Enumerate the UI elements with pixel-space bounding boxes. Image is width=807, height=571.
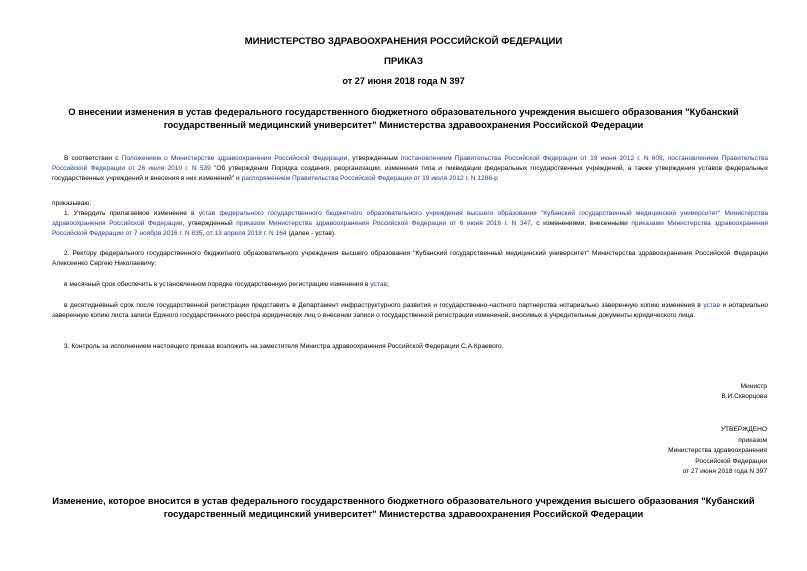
approval-line-1: УТВЕРЖДЕНО	[720, 426, 767, 433]
link-charter-2a[interactable]: устав	[370, 281, 387, 288]
item1-text-2: , утвержденный	[182, 220, 237, 228]
approval-line-4: Российской Федерации	[695, 457, 767, 465]
link-charter[interactable]: устав федерального государственного бюджетного образовательного учреждения высшего образования "Кубанский государственный медицинский университет" Министерства здравоохранения Российской Федерации	[52, 210, 768, 228]
preamble-text-3: ,	[662, 155, 668, 162]
item1-text-1: 1. Утвердить прилагаемое изменение в	[64, 210, 199, 217]
item1-text-3: , с изменениями, внесенными	[530, 220, 632, 228]
link-order-164[interactable]: от 13 апреля 2018 г. N 164	[206, 230, 287, 238]
approval-line-2: приказом	[738, 436, 767, 444]
item2b-text-2: и нотариально заверенную копию листа записи Единого государственного реестра юридических лиц о внесении записи о государственной регистрации изменений, вносимых в учредительные документы юридического лица.	[52, 302, 769, 320]
item1-text-5: (далее - устав).	[286, 230, 336, 238]
preamble-text-4: "Об утверждении Порядка создания, реорганизации, изменения типа и ликвидации федеральных государственных учреждений, а также утверждения уставов федеральных государственных учреждений и внесения в них изменений" и	[52, 165, 768, 183]
item2a-text-2: ;	[387, 281, 389, 288]
link-order-1286[interactable]: распоряжением Правительства Российской Федерации от 19 июля 2012 г. N 1286-р	[241, 175, 498, 183]
document-date-number: от 27 июня 2018 года N 397	[342, 76, 465, 86]
document-type: ПРИКАЗ	[384, 56, 423, 67]
item-2b-paragraph	[52, 301, 768, 321]
document-title: О внесении изменения в устав федерального государственного бюджетного образовательного учреждения высшего образования "Кубанский государственный медицинский университет" Министерства здравоохранения Российской Федерации	[68, 106, 739, 130]
signature-position: Министр	[740, 383, 767, 390]
approval-line-5: от 27 июня 2018 года N 397	[682, 468, 767, 475]
ministry-heading: МИНИСТЕРСТВО ЗДРАВООХРАНЕНИЯ РОССИЙСКОЙ ФЕДЕРАЦИИ	[244, 36, 563, 47]
item-1-paragraph	[52, 209, 768, 240]
preamble-text-2: , утвержденным	[347, 155, 401, 162]
signature-name: В.И.Скворцова	[721, 393, 767, 401]
item2b-text-1: в десятидневный срок после государственной регистрации представить в Департамент инфраструктурного развития и государственно-частного партнерства нотариально заверенную копию изменения в	[64, 302, 704, 309]
link-ministry-regulation[interactable]: Положением о Министерстве здравоохранения Российской Федерации	[121, 155, 348, 162]
item-3-paragraph: 3. Контроль за исполнением настоящего приказа возложить на заместителя Министра здравоохранения Российской Федерации С.А.Краевого.	[64, 343, 504, 350]
item2a-text-1: в месячный срок обеспечить в установленном порядке государственную регистрацию изменения в	[64, 281, 371, 288]
preamble-text-1: В соответствии с	[64, 155, 122, 162]
amendment-title: Изменение, которое вносится в устав федерального государственного бюджетного образовательного учреждения высшего образования "Кубанский государственный медицинский университет" Министерства здравоохранения Российской Федерации	[52, 495, 755, 519]
item1-text-4: ,	[202, 230, 207, 238]
prikazyvayu-label: приказываю:	[52, 200, 92, 207]
link-order-347[interactable]: приказом Министерства здравоохранения Российской Федерации от 6 июня 2016 г. N 347	[236, 220, 531, 228]
approval-line-3: Министерства здравоохранения	[668, 447, 767, 454]
item-2-paragraph: 2. Ректору федерального государственного бюджетного образовательного учреждения высшего образования "Кубанский государственный медицинский университет" Министерства здравоохранения Российской Федерации Алексеенко Сергею Николаевичу:	[52, 250, 768, 268]
link-order-835[interactable]: приказами Министерства здравоохранения Российской Федерации от 7 ноября 2016 г. N 835	[52, 220, 768, 238]
item-2a-paragraph	[52, 280, 768, 290]
link-resolution-539[interactable]: постановлением Правительства Российской Федерации от 26 июля 2010 г. N 539	[52, 155, 769, 173]
approval-block	[668, 425, 767, 478]
signature-block	[721, 382, 767, 402]
preamble-paragraph	[52, 154, 768, 185]
link-charter-2b[interactable]: устав	[703, 302, 720, 309]
link-resolution-608[interactable]: постановлением Правительства Российской Федерации от 19 июня 2012 г. N 608	[400, 155, 663, 162]
